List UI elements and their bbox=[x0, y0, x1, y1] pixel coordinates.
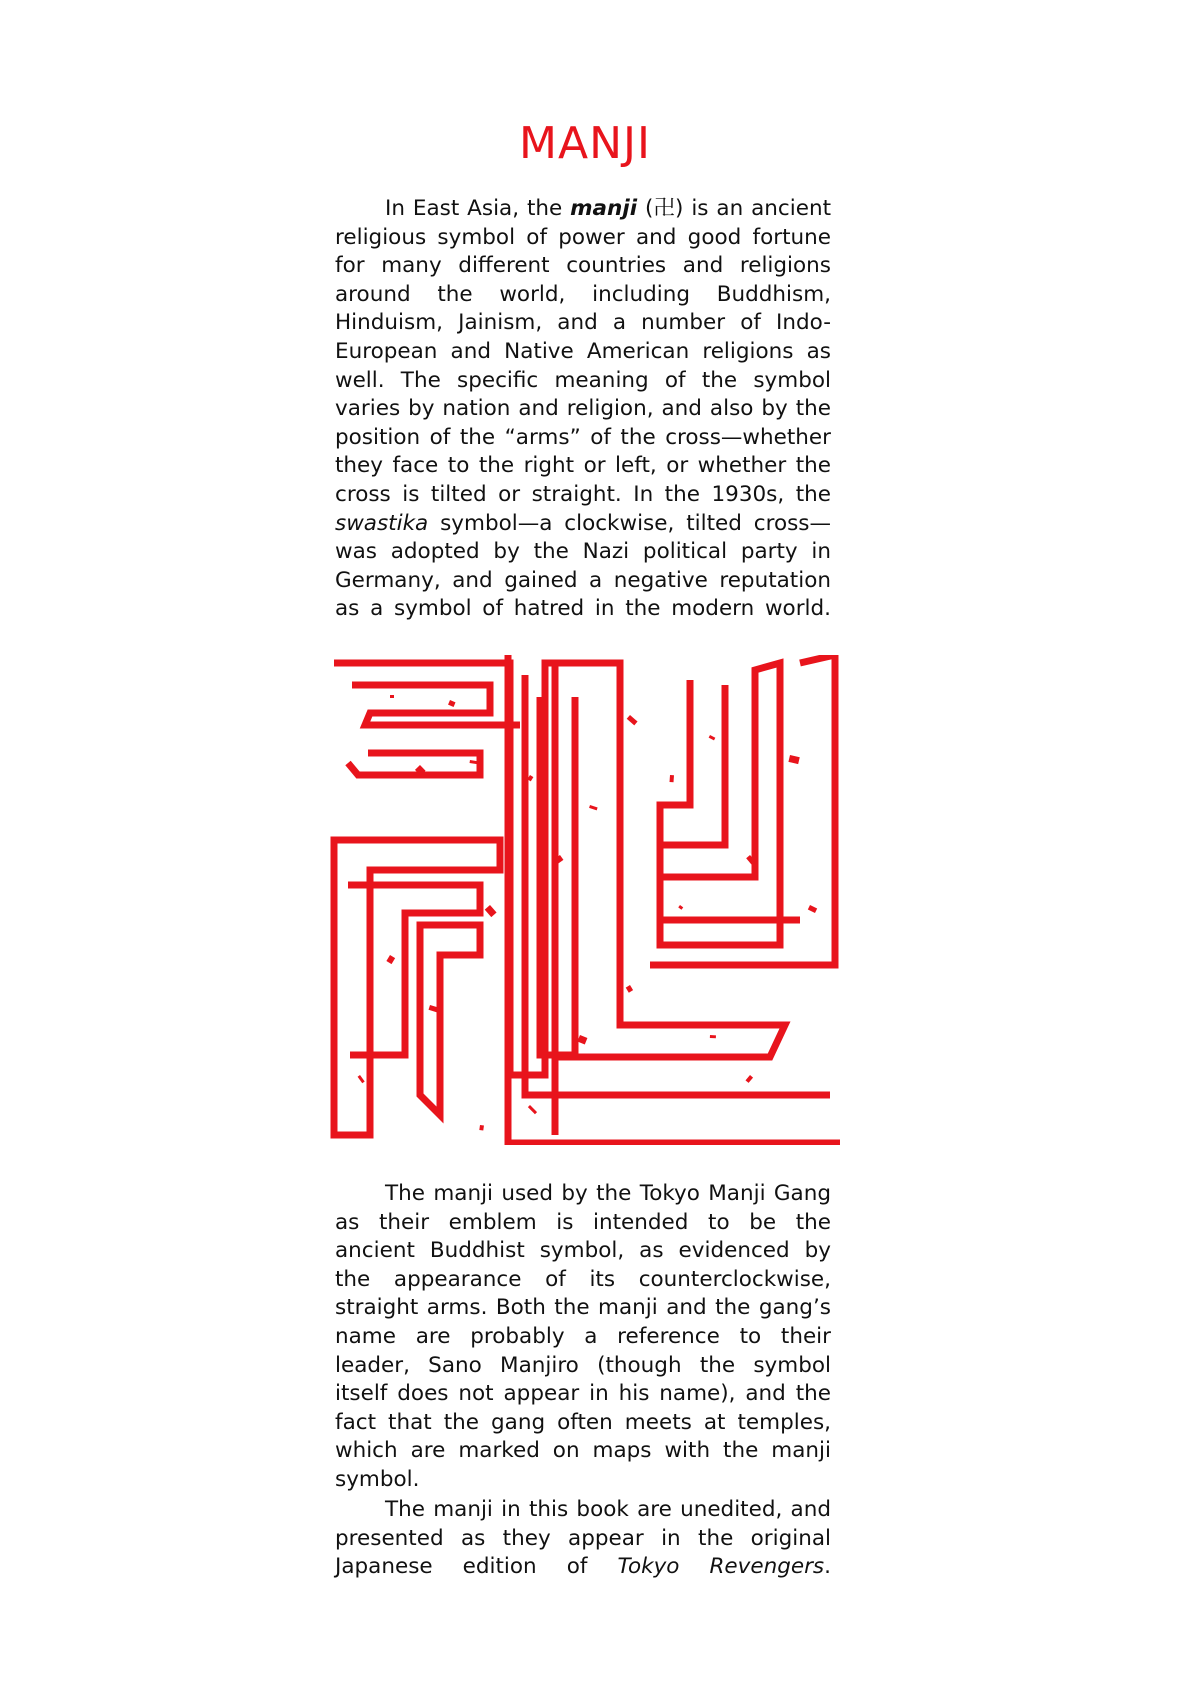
intro-text-1: In East Asia, the bbox=[385, 196, 571, 221]
emblem-speck bbox=[589, 805, 598, 810]
emblem-speck bbox=[390, 695, 394, 698]
emblem-speck bbox=[448, 700, 455, 707]
emblem-speck bbox=[626, 985, 633, 993]
intro-text-3: symbol—a clockwise, tilted cross—was adopted by the Nazi political party in Germany, and gained a negative reputation as a symbol of hatred in the modern world. bbox=[335, 510, 831, 622]
edition-note-end: . bbox=[824, 1554, 831, 1580]
intro-text-2: is an ancient religious symbol of power and good fortune for many different countries and religions around the world, including Buddhism, Hinduism, Jainism, and a number of Indo-European and Native American religions as well. The specific meaning of the symbol varies by nation and religion, and also by the position of the “arms” of the cross—whether they face to the right or left, or whether the cross is tilted or straight. In the 1930s, the bbox=[335, 196, 831, 507]
emblem-speck bbox=[678, 905, 683, 910]
intro-term-manji: manji bbox=[570, 196, 638, 221]
emblem-speck bbox=[627, 715, 638, 725]
emblem-stroke bbox=[352, 685, 520, 725]
book-title: Tokyo Revengers bbox=[617, 1554, 825, 1580]
emblem-speck bbox=[670, 775, 674, 782]
gang-paragraph bbox=[335, 1180, 831, 1495]
emblem-stroke bbox=[660, 680, 690, 940]
emblem-speck bbox=[808, 905, 817, 913]
emblem-speck bbox=[386, 955, 395, 964]
emblem-speck bbox=[788, 755, 799, 764]
intro-term-swastika: swastika bbox=[335, 510, 429, 536]
gang-paragraph-text: The manji used by the Tokyo Manji Gang as their emblem is intended to be the ancient Buddhist symbol, as evidenced by the appearance of its counterclockwise, straight arms. Both the manji and the gang’s name are probably a reference to their leader, Sano Manjiro (though the symbol itself does not appear in his name), and the fact that the gang often meets at temples, which are marked on maps with the manji symbol. bbox=[335, 1181, 831, 1492]
page-title: MANJI bbox=[519, 118, 651, 169]
emblem-speck bbox=[479, 1125, 484, 1131]
intro-symbol: (卍) bbox=[645, 196, 684, 221]
edition-note-text: The manji in this book are unedited, and presented as they appear in the original Japanese edition of bbox=[335, 1497, 831, 1580]
emblem-speck bbox=[358, 1075, 365, 1083]
emblem-speck bbox=[485, 905, 497, 917]
emblem-speck bbox=[709, 735, 716, 740]
manji-emblem-icon bbox=[330, 655, 840, 1145]
emblem-speck bbox=[577, 1035, 587, 1044]
emblem-speck bbox=[710, 1035, 716, 1038]
intro-paragraph bbox=[335, 195, 831, 624]
emblem-stroke bbox=[348, 753, 480, 775]
edition-note bbox=[335, 1496, 831, 1582]
emblem-speck bbox=[528, 1105, 537, 1114]
emblem-speck bbox=[746, 1075, 754, 1083]
emblem-stroke bbox=[420, 925, 480, 1115]
